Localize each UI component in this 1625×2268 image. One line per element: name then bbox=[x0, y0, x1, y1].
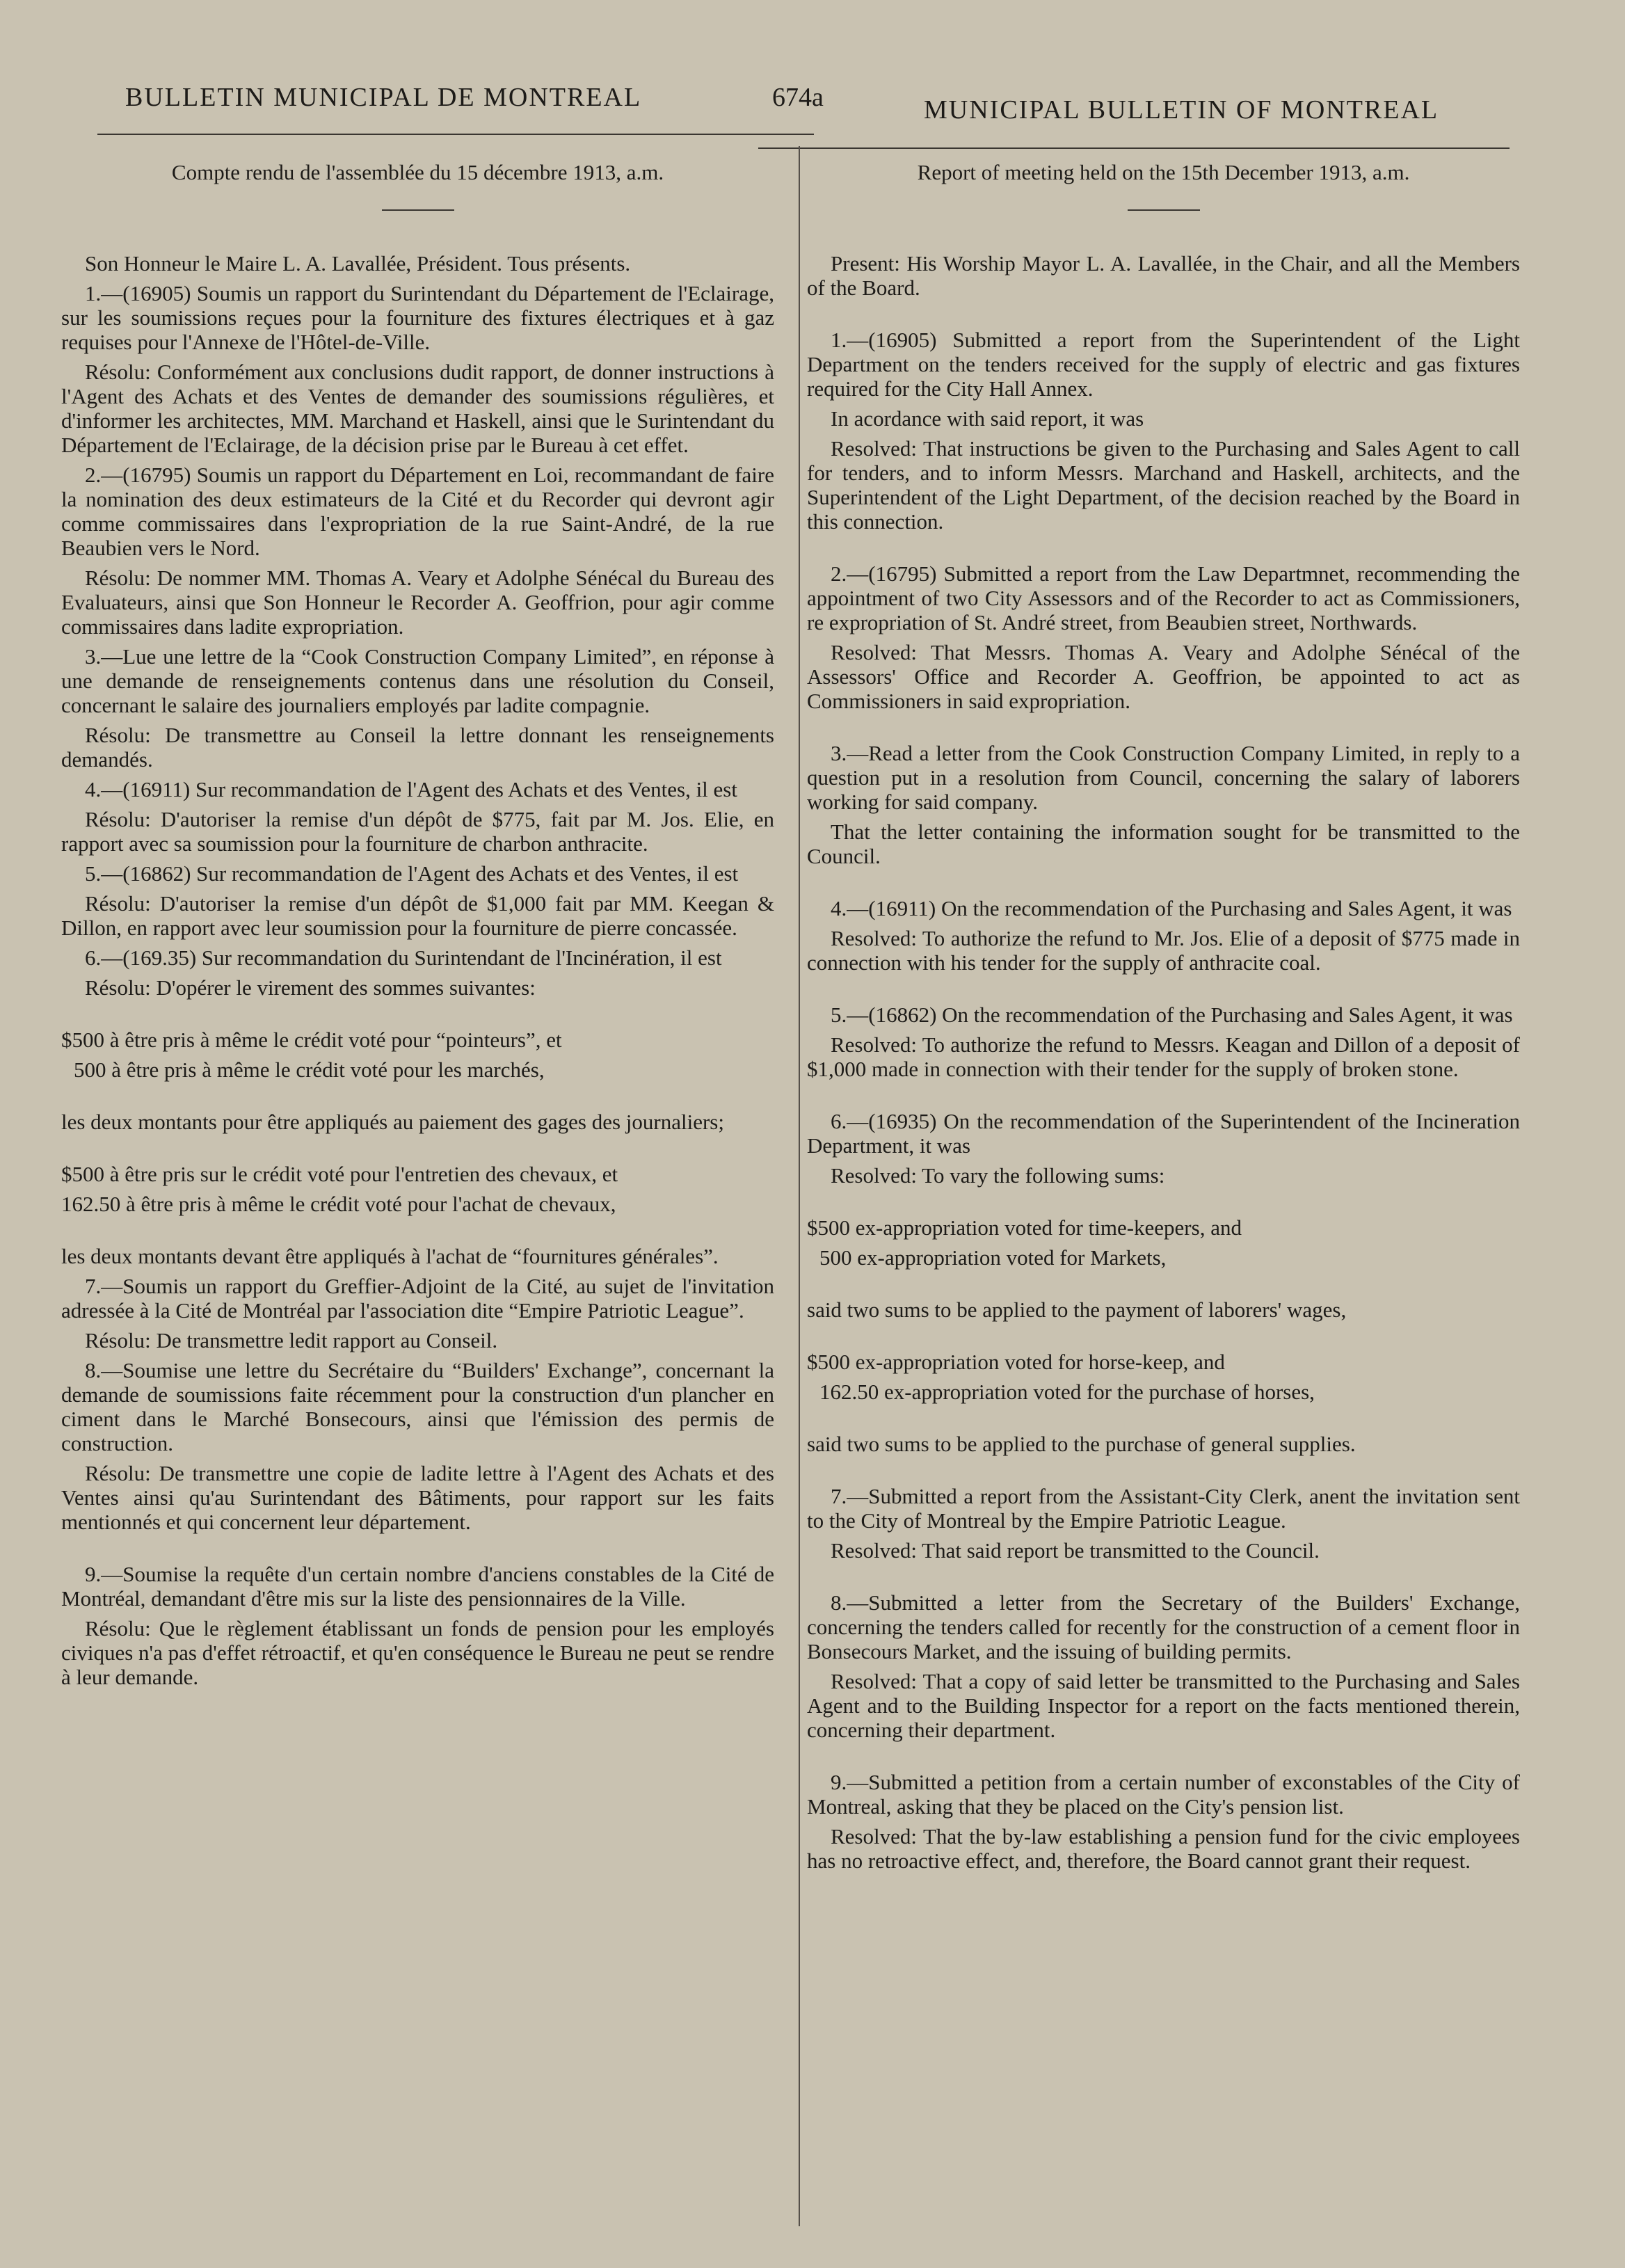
fr-para: les deux montants pour être appliqués au paiement des gages des journaliers; bbox=[61, 1110, 724, 1134]
column-divider bbox=[799, 146, 800, 2226]
en-para: Resolved: That instructions be given to the Purchasing and Sales Agent to call for tenders, and to inform Messrs. Marchand and Haskell, architects, and the Superintendent of the Light Department, of the decision reached by the Board in this connection. bbox=[807, 436, 1520, 534]
en-para: Resolved: That said report be transmitted to the Council. bbox=[831, 1538, 1320, 1563]
fr-para: les deux montants devant être appliqués à l'achat de “fournitures générales”. bbox=[61, 1244, 719, 1268]
header-title-french: BULLETIN MUNICIPAL DE MONTREAL bbox=[125, 83, 642, 112]
en-para: 8.—Submitted a letter from the Secretary of the Builders' Exchange, concerning the tenders called for recently for the construction of a cement floor in Bonsecours Market, and the issuing of building permits. bbox=[807, 1590, 1520, 1663]
en-para: That the letter containing the information sought for be transmitted to the Council. bbox=[807, 820, 1520, 868]
en-para: 7.—Submitted a report from the Assistant-City Clerk, anent the invitation sent to the City of Montreal by the Empire Patriotic League. bbox=[807, 1484, 1520, 1533]
fr-para: Résolu: D'opérer le virement des sommes suivantes: bbox=[85, 975, 536, 1000]
french-title: Compte rendu de l'assemblée du 15 décembre 1913, a.m. bbox=[171, 160, 664, 184]
en-para: Resolved: To vary the following sums: bbox=[831, 1163, 1165, 1188]
fr-para: 5.—(16862) Sur recommandation de l'Agent des Achats et des Ventes, il est bbox=[85, 861, 739, 886]
header-rule-right bbox=[758, 147, 1510, 149]
fr-para: Résolu: Que le règlement établissant un fonds de pension pour les employés civiques n'a pas d'effet rétroactif, et qu'en conséquence le Bureau ne peut se rendre à leur demande. bbox=[61, 1616, 774, 1689]
en-para: Resolved: To authorize the refund to Mr. Jos. Elie of a deposit of $775 made in connection with his tender for the supply of anthracite coal. bbox=[807, 926, 1520, 975]
en-para: 4.—(16911) On the recommendation of the Purchasing and Sales Agent, it was bbox=[831, 896, 1512, 920]
en-para: said two sums to be applied to the payment of laborers' wages, bbox=[807, 1297, 1347, 1322]
fr-para: Résolu: De nommer MM. Thomas A. Veary et Adolphe Sénécal du Bureau des Evaluateurs, ainsi que Son Honneur le Recorder A. Geoffrion, pour agir comme commissaires dans ladite expropriation. bbox=[61, 566, 774, 639]
fr-amount-line: $500 à être pris à même le crédit voté pour “pointeurs”, et bbox=[61, 1028, 562, 1052]
header-rule-left bbox=[97, 134, 814, 135]
fr-para: 4.—(16911) Sur recommandation de l'Agent des Achats et des Ventes, il est bbox=[85, 777, 737, 801]
fr-para: Résolu: Conformément aux conclusions dudit rapport, de donner instructions à l'Agent des Achats et des Ventes de demander des soumissions régulières, et d'informer les architectes, MM. Marchand et Haskell, ainsi que le Surintendant du Département de l'Eclairage, de la décision prise par le Bureau à cet effet. bbox=[61, 360, 774, 457]
fr-amount-line: 500 à être pris à même le crédit voté pour les marchés, bbox=[74, 1057, 545, 1082]
en-amount-line: $500 ex-appropriation voted for time-keepers, and bbox=[807, 1215, 1242, 1240]
header-title-english: MUNICIPAL BULLETIN OF MONTREAL bbox=[924, 95, 1439, 125]
page-header bbox=[97, 82, 1489, 131]
french-column bbox=[61, 160, 774, 1695]
en-amount-line: 500 ex-appropriation voted for Markets, bbox=[819, 1245, 1167, 1270]
en-para: Resolved: That a copy of said letter be transmitted to the Purchasing and Sales Agent and to the Building Inspector for a report on the facts mentioned therein, concerning their department. bbox=[807, 1669, 1520, 1742]
fr-para: Résolu: De transmettre une copie de ladite lettre à l'Agent des Achats et des Ventes ainsi qu'au Surintendant des Bâtiments, pour rapport sur les faits mentionnés et qui concernent leur département. bbox=[61, 1461, 774, 1534]
fr-para: Résolu: D'autoriser la remise d'un dépôt de $1,000 fait par MM. Keegan & Dillon, en rapport avec leur soumission pour la fourniture de pierre concassée. bbox=[61, 891, 774, 940]
fr-para: 9.—Soumise la requête d'un certain nombre d'anciens constables de la Cité de Montréal, demandant d'être mis sur la liste des pensionnaires de la Ville. bbox=[61, 1562, 774, 1611]
english-title: Report of meeting held on the 15th December 1913, a.m. bbox=[917, 160, 1410, 184]
en-para: Resolved: That the by-law establishing a pension fund for the civic employees has no retroactive effect, and, therefore, the Board cannot grant their request. bbox=[807, 1824, 1520, 1873]
en-para: 6.—(16935) On the recommendation of the Superintendent of the Incineration Department, it was bbox=[807, 1109, 1520, 1158]
fr-para: 7.—Soumis un rapport du Greffier-Adjoint de la Cité, au sujet de l'invitation adressée à la Cité de Montréal par l'association dite “Empire Patriotic League”. bbox=[61, 1274, 774, 1323]
english-title-separator bbox=[1128, 209, 1200, 211]
en-para: Resolved: To authorize the refund to Messrs. Keagan and Dillon of a deposit of $1,000 made in connection with their tender for the supply of broken stone. bbox=[807, 1032, 1520, 1081]
fr-amount-line: 162.50 à être pris à même le crédit voté pour l'achat de chevaux, bbox=[61, 1192, 616, 1216]
en-amount-line: 162.50 ex-appropriation voted for the purchase of horses, bbox=[819, 1380, 1315, 1404]
fr-para: Son Honneur le Maire L. A. Lavallée, Président. Tous présents. bbox=[85, 251, 631, 275]
en-para: In acordance with said report, it was bbox=[831, 406, 1144, 431]
en-para: 3.—Read a letter from the Cook Construction Company Limited, in reply to a question put in a resolution from Council, concerning the salary of laborers working for said company. bbox=[807, 741, 1520, 814]
fr-para: 6.—(169.35) Sur recommandation du Surintendant de l'Incinération, il est bbox=[85, 945, 722, 970]
en-para: Resolved: That Messrs. Thomas A. Veary and Adolphe Sénécal of the Assessors' Office and Recorder A. Geoffrion, be appointed to act as Commissioners in said expropriation. bbox=[807, 640, 1520, 713]
en-para: Present: His Worship Mayor L. A. Lavallée, in the Chair, and all the Members of the Board. bbox=[807, 251, 1520, 300]
en-para: 5.—(16862) On the recommendation of the Purchasing and Sales Agent, it was bbox=[831, 1003, 1513, 1027]
en-amount-line: $500 ex-appropriation voted for horse-keep, and bbox=[807, 1350, 1225, 1374]
fr-para: 3.—Lue une lettre de la “Cook Construction Company Limited”, en réponse à une demande de renseignements contenus dans une résolution du Conseil, concernant le salaire des journaliers employés par ladite compagnie. bbox=[61, 644, 774, 717]
en-para: said two sums to be applied to the purchase of general supplies. bbox=[807, 1432, 1356, 1456]
en-para: 2.—(16795) Submitted a report from the Law Departmnet, recommending the appointment of two City Assessors and of the Recorder to act as Commissioners, re expropriation of St. André street, from Beaubien street, Northwards. bbox=[807, 561, 1520, 634]
en-para: 9.—Submitted a petition from a certain number of exconstables of the City of Montreal, asking that they be placed on the City's pension list. bbox=[807, 1770, 1520, 1819]
fr-para: 2.—(16795) Soumis un rapport du Département en Loi, recommandant de faire la nomination des deux estimateurs de la Cité et du Recorder qui devront agir comme commissaires dans l'expropriation de la rue Saint-André, de la rue Beaubien vers le Nord. bbox=[61, 463, 774, 560]
fr-amount-line: $500 à être pris sur le crédit voté pour l'entretien des chevaux, et bbox=[61, 1162, 618, 1186]
english-column bbox=[807, 160, 1520, 1878]
fr-para: Résolu: D'autoriser la remise d'un dépôt de $775, fait par M. Jos. Elie, en rapport avec sa soumission pour la fourniture de charbon anthracite. bbox=[61, 807, 774, 856]
french-title-separator bbox=[382, 209, 454, 211]
fr-para: 8.—Soumise une lettre du Secrétaire du “Builders' Exchange”, concernant la demande de soumissions faite récemment pour la construction d'un plancher en ciment dans le Marché Bonsecours, ainsi que l'émission des permis de construction. bbox=[61, 1358, 774, 1455]
fr-para: Résolu: De transmettre au Conseil la lettre donnant les renseignements demandés. bbox=[61, 723, 774, 772]
page-number: 674a bbox=[772, 83, 824, 112]
fr-para: Résolu: De transmettre ledit rapport au Conseil. bbox=[85, 1328, 498, 1352]
en-para: 1.—(16905) Submitted a report from the Superintendent of the Light Department on the tenders received for the supply of electric and gas fixtures required for the City Hall Annex. bbox=[807, 328, 1520, 401]
fr-para: 1.—(16905) Soumis un rapport du Surintendant du Département de l'Eclairage, sur les soumissions reçues pour la fourniture des fixtures électriques et à gaz requises pour l'Annexe de l'Hôtel-de-Ville. bbox=[61, 281, 774, 354]
